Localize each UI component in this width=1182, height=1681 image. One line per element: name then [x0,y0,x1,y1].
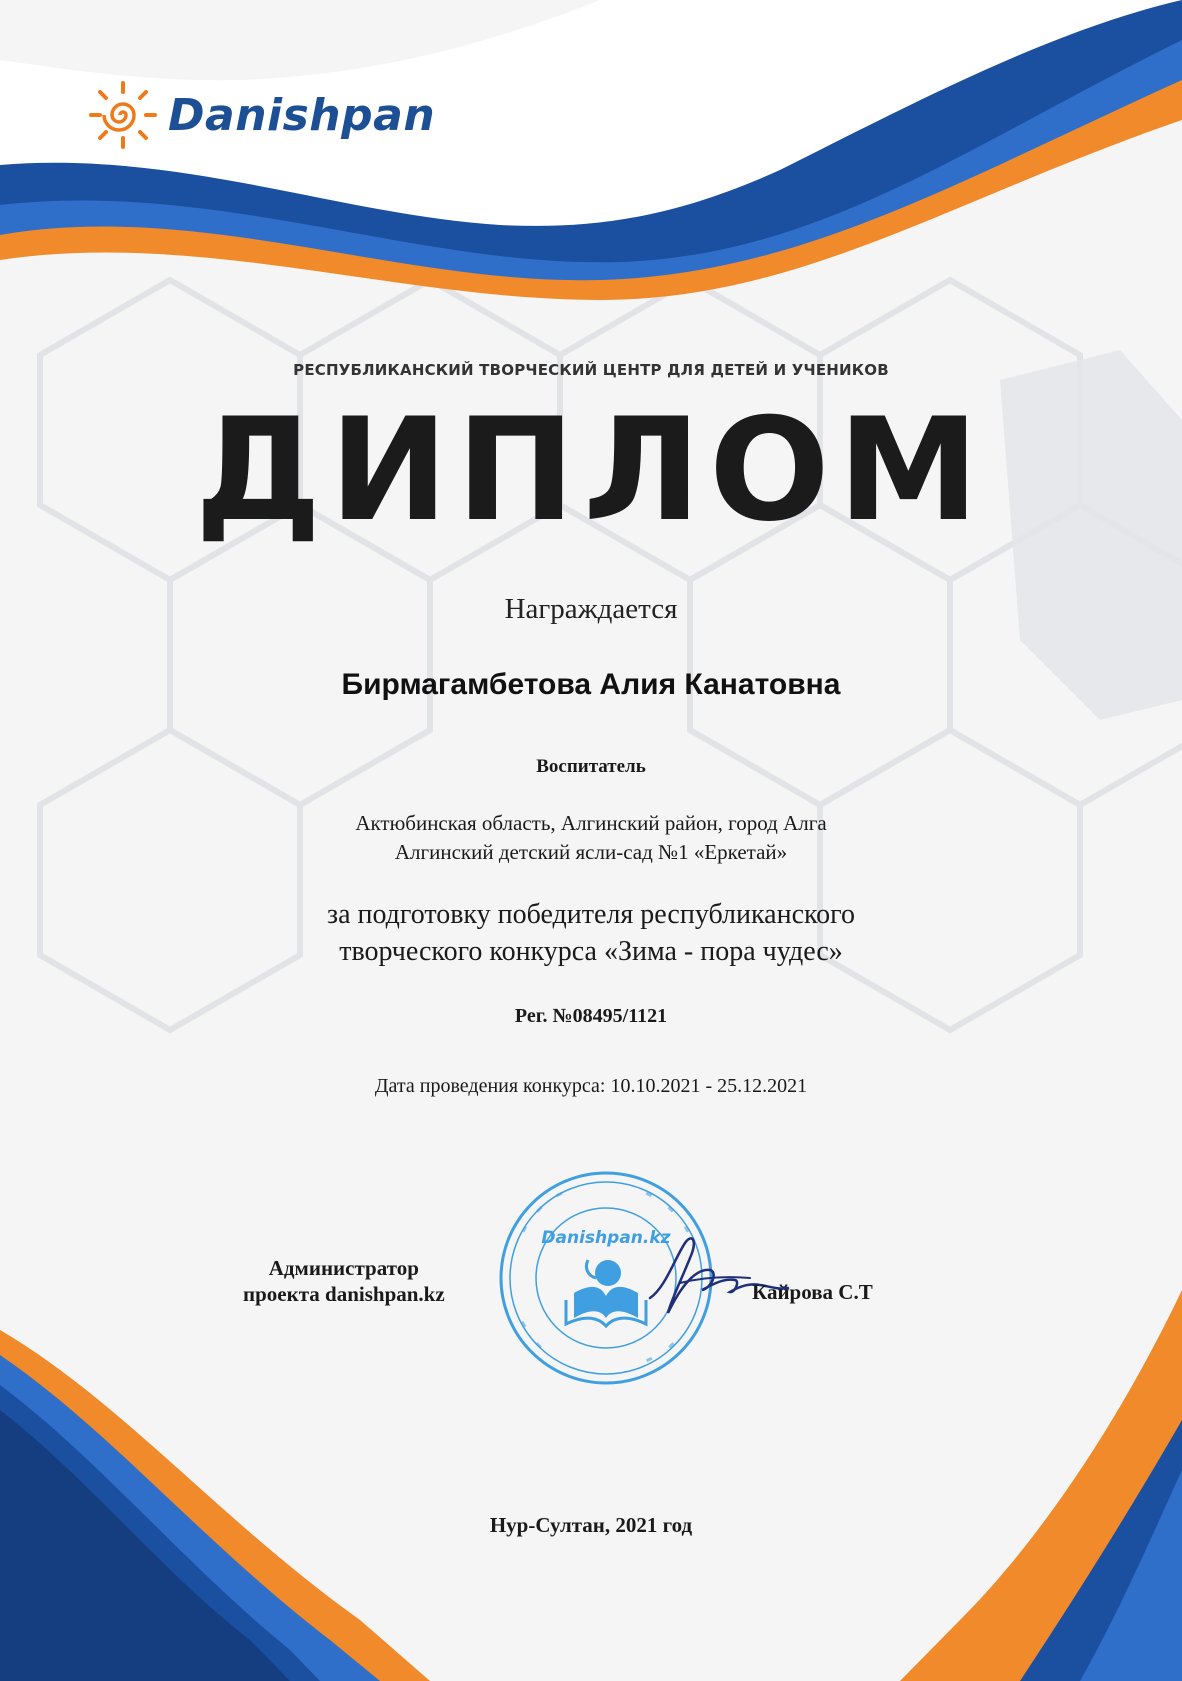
admin-line-2: проекта danishpan.kz [243,1282,445,1306]
organization-name: РЕСПУБЛИКАНСКИЙ ТВОРЧЕСКИЙ ЦЕНТР ДЛЯ ДЕТЕЙ И УЧЕНИКОВ [293,361,889,379]
brand-name: Danishpan [168,89,436,141]
seal-brand-text: Danishpan.kz [541,1228,671,1248]
recipient-position: Воспитатель [536,756,646,777]
danishpan-logo [88,80,435,150]
awarded-label: Награждается [504,593,678,625]
award-reason-line-1: за подготовку победителя республиканского [327,899,855,930]
contest-dates: Дата проведения конкурса: 10.10.2021 - 25.12.2021 [374,1075,808,1097]
recipient-name: Бирмагамбетова Алия Канатовна [341,668,841,701]
admin-title [243,1255,445,1307]
handwritten-signature [640,1228,790,1328]
registration-number: Рег. №08495/1121 [514,1005,668,1027]
place-and-year: Нур-Султан, 2021 год [489,1513,693,1537]
signer-name: Кайрова С.Т [752,1280,873,1304]
location-line-1: Актюбинская область, Алгинский район, город Алга [355,811,827,835]
diploma-title: ДИПЛОМ [194,388,988,553]
sun-spiral-icon [88,80,158,150]
open-book-icon [566,1260,646,1326]
location-line-2: Алгинский детский ясли-сад №1 «Еркетай» [394,840,788,864]
award-reason-line-2: творческого конкурса «Зима - пора чудес» [339,936,843,967]
admin-line-1: Администратор [268,1256,419,1280]
